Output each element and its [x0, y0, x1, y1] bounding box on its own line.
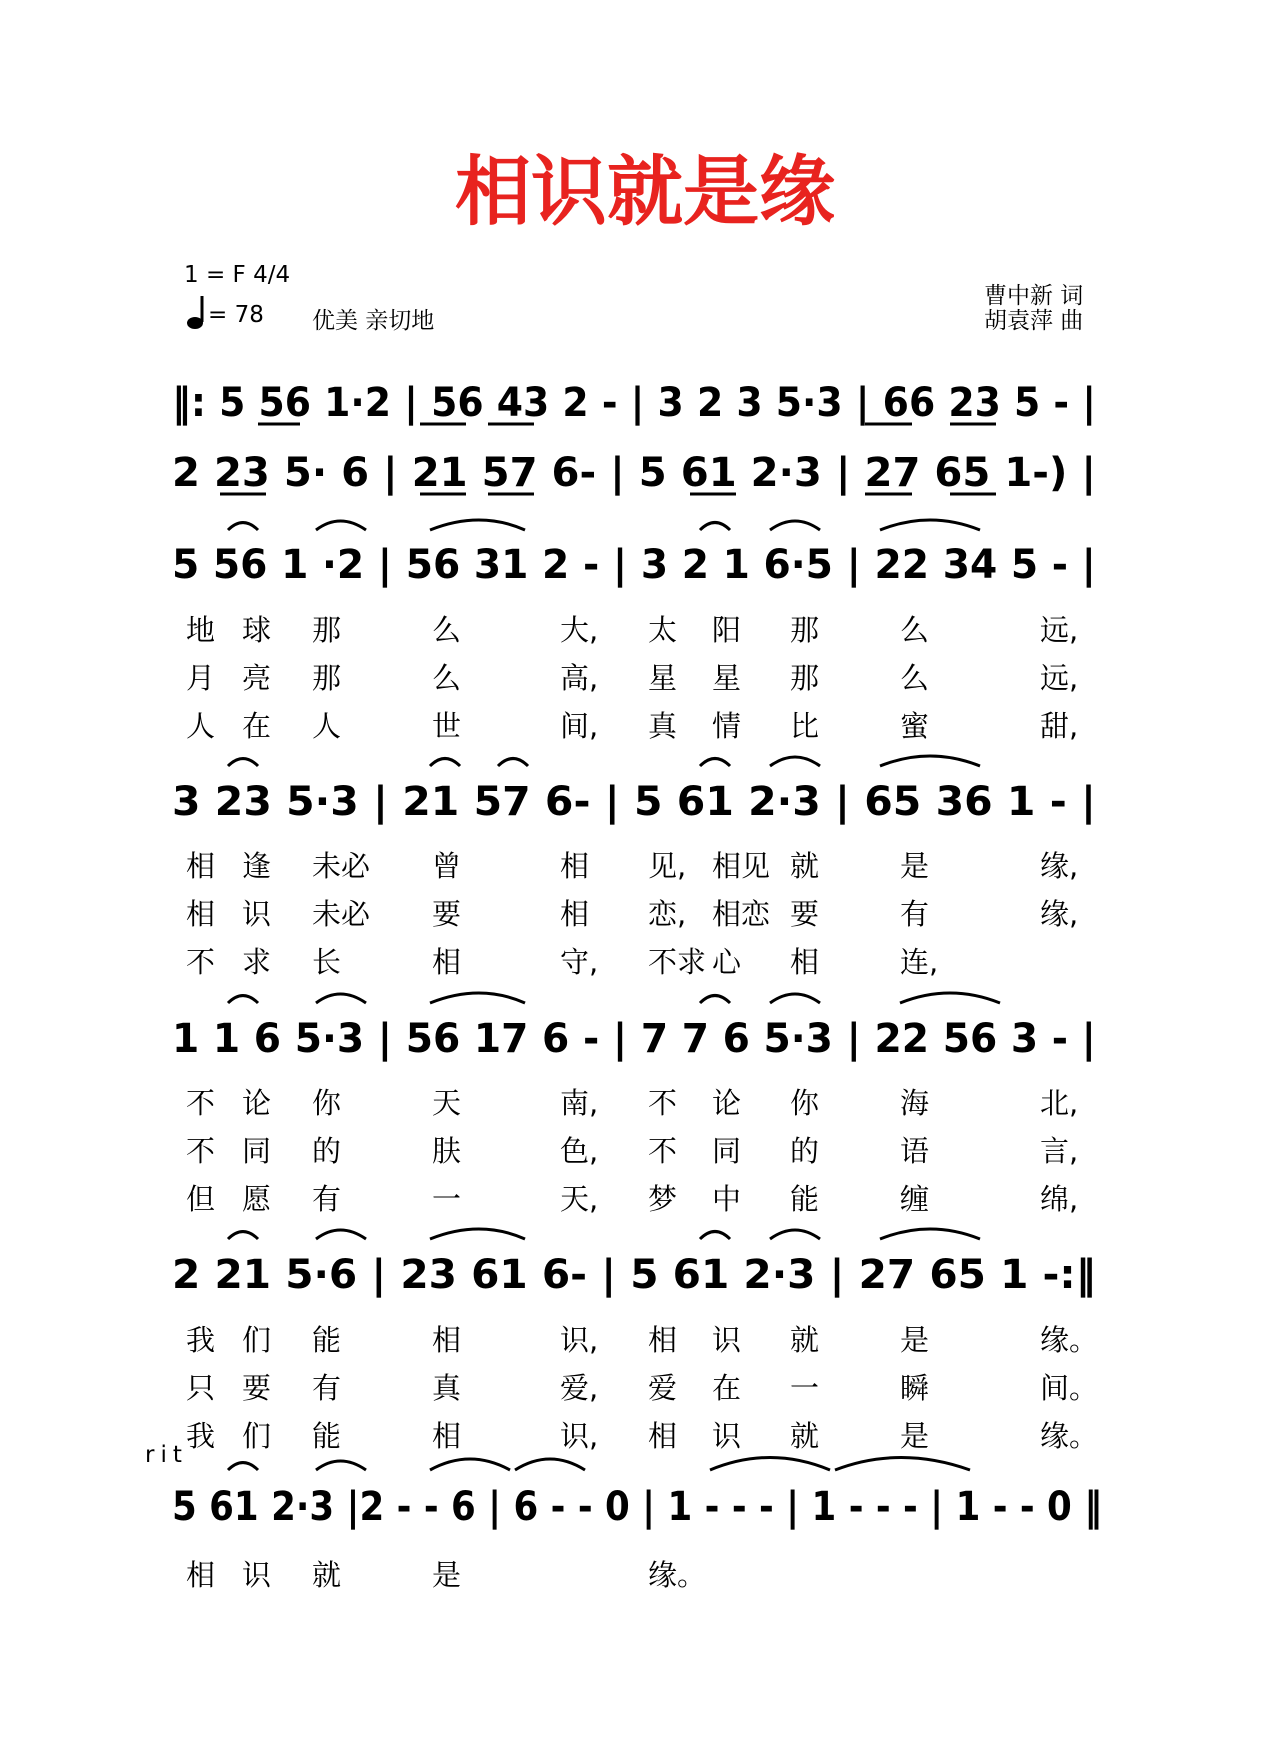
lyric-syllable: 识: [712, 1323, 742, 1357]
lyric-syllable: 梦: [648, 1182, 678, 1216]
lyric-syllable: 在: [712, 1371, 742, 1405]
lyric-syllable: 相: [648, 1323, 678, 1357]
lyric-syllable: 你: [312, 1086, 342, 1120]
lyric-syllable: 能: [312, 1323, 342, 1357]
lyric-syllable: 相: [560, 897, 590, 931]
section-2-notes: 3 23 5·3 | 21 57 6- | 5 61 2·3 | 65 36 1 - |: [172, 779, 1074, 825]
lyric-syllable: 在: [242, 709, 272, 743]
lyric-syllable: 是: [432, 1558, 462, 1592]
lyric-syllable: 不求: [648, 945, 707, 979]
lyric-syllable: 心: [712, 945, 742, 979]
lyric-syllable: 瞬: [900, 1371, 930, 1405]
lyric-syllable: 相: [186, 1558, 216, 1592]
lyric-syllable: 言,: [1040, 1134, 1079, 1168]
lyric-syllable: 论: [242, 1086, 272, 1120]
lyric-syllable: 肤: [432, 1134, 462, 1168]
lyric-syllable: 们: [242, 1419, 272, 1453]
lyric-syllable: 识: [242, 897, 272, 931]
lyric-syllable: 相见: [712, 849, 771, 883]
expression-mark: 优美 亲切地: [312, 308, 435, 334]
lyric-syllable: 缠: [900, 1182, 930, 1216]
lyric-syllable: 缘。: [1040, 1323, 1099, 1357]
lyric-syllable: 相: [790, 945, 820, 979]
lyric-syllable: 一: [432, 1182, 462, 1216]
lyric-syllable: 要: [790, 897, 820, 931]
lyric-syllable: 相: [560, 849, 590, 883]
lyric-syllable: 间。: [1040, 1371, 1099, 1405]
lyric-syllable: 中: [712, 1182, 742, 1216]
lyric-syllable: 曾: [432, 849, 462, 883]
song-title: 相识就是缘: [455, 147, 835, 236]
lyricist-credit: 曹中新 词: [984, 283, 1084, 309]
lyric-syllable: 一: [790, 1371, 820, 1405]
lyric-syllable: 能: [312, 1419, 342, 1453]
lyric-syllable: 不: [648, 1134, 678, 1168]
rit-mark: rit: [145, 1442, 188, 1468]
lyric-syllable: 么: [432, 661, 462, 695]
lyric-syllable: 只: [186, 1371, 216, 1405]
lyric-syllable: 是: [900, 849, 930, 883]
lyric-syllable: 天,: [560, 1182, 599, 1216]
lyric-syllable: 你: [790, 1086, 820, 1120]
lyric-syllable: 间,: [560, 709, 599, 743]
composer-credit: 胡袁萍 曲: [984, 308, 1084, 334]
lyric-syllable: 那: [790, 661, 820, 695]
lyric-syllable: 海: [900, 1086, 930, 1120]
lyric-syllable: 人: [186, 709, 216, 743]
lyric-syllable: 不: [648, 1086, 678, 1120]
section-4-notes: 2 21 5·6 | 23 61 6- | 5 61 2·3 | 27 65 1 -:‖: [172, 1252, 1081, 1298]
lyric-syllable: 爱,: [560, 1371, 599, 1405]
lyric-syllable: 识: [242, 1558, 272, 1592]
lyric-syllable: 未必: [312, 897, 371, 931]
lyric-syllable: 有: [900, 897, 930, 931]
lyric-syllable: 不: [186, 1134, 216, 1168]
lyric-syllable: 就: [790, 1323, 820, 1357]
tempo-mark: = 78: [208, 302, 264, 328]
lyric-syllable: 太: [648, 613, 678, 647]
lyric-syllable: 那: [312, 613, 342, 647]
lyric-syllable: 同: [712, 1134, 742, 1168]
lyric-syllable: 就: [312, 1558, 342, 1592]
intro-line-2: 2 23 5· 6 | 21 57 6- | 5 61 2·3 | 27 65 1-) |: [172, 450, 1092, 496]
lyric-syllable: 相恋: [712, 897, 771, 931]
lyric-syllable: 长: [312, 945, 342, 979]
lyric-syllable: 色,: [560, 1134, 599, 1168]
quarter-note-icon: [187, 296, 203, 329]
lyric-syllable: 识: [712, 1419, 742, 1453]
lyric-syllable: 南,: [560, 1086, 599, 1120]
lyric-syllable: 相: [432, 1323, 462, 1357]
lyric-syllable: 相: [186, 897, 216, 931]
lyric-syllable: 天: [432, 1086, 462, 1120]
lyric-syllable: 就: [790, 849, 820, 883]
lyric-syllable: 相: [432, 1419, 462, 1453]
lyric-syllable: 么: [900, 613, 930, 647]
lyric-syllable: 们: [242, 1323, 272, 1357]
lyric-syllable: 亮: [242, 661, 272, 695]
lyric-syllable: 真: [432, 1371, 462, 1405]
lyric-syllable: 但: [186, 1182, 216, 1216]
lyric-syllable: 球: [242, 613, 272, 647]
lyric-syllable: 星: [712, 661, 742, 695]
lyric-syllable: 高,: [560, 661, 599, 695]
lyric-syllable: 论: [712, 1086, 742, 1120]
key-meter: 1 = F 4/4: [184, 262, 291, 288]
lyric-syllable: 我: [186, 1419, 216, 1453]
lyric-syllable: 我: [186, 1323, 216, 1357]
lyric-syllable: 相: [648, 1419, 678, 1453]
lyric-syllable: 人: [312, 709, 342, 743]
lyric-syllable: 语: [900, 1134, 930, 1168]
lyric-syllable: 见,: [648, 849, 687, 883]
lyric-syllable: 远,: [1040, 613, 1079, 647]
lyric-syllable: 真: [648, 709, 678, 743]
lyric-syllable: 地: [186, 613, 216, 647]
lyric-syllable: 缘。: [1040, 1419, 1099, 1453]
lyric-syllable: 远,: [1040, 661, 1079, 695]
lyric-syllable: 识,: [560, 1323, 599, 1357]
lyric-syllable: 蜜: [900, 709, 930, 743]
lyric-syllable: 比: [790, 709, 820, 743]
lyric-syllable: 能: [790, 1182, 820, 1216]
lyric-syllable: 不: [186, 1086, 216, 1120]
lyric-syllable: 那: [790, 613, 820, 647]
lyric-syllable: 相: [432, 945, 462, 979]
lyric-syllable: 阳: [712, 613, 742, 647]
lyric-syllable: 么: [900, 661, 930, 695]
lyric-syllable: 缘,: [1040, 897, 1079, 931]
lyric-syllable: 月: [186, 661, 216, 695]
lyric-syllable: 爱: [648, 1371, 678, 1405]
section-5-notes: 5 61 2·3 |2 - - 6 | 6 - - 0 | 1 - - - | 1 - - - | 1 - - 0 ‖: [172, 1484, 1218, 1530]
lyric-syllable: 守,: [560, 945, 599, 979]
lyric-syllable: 不: [186, 945, 216, 979]
lyric-syllable: 逢: [242, 849, 272, 883]
lyric-syllable: 连,: [900, 945, 939, 979]
lyric-syllable: 有: [312, 1371, 342, 1405]
lyric-syllable: 缘,: [1040, 849, 1079, 883]
lyric-syllable: 大,: [560, 613, 599, 647]
lyric-syllable: 么: [432, 613, 462, 647]
section-1-notes: 5 56 1 ·2 | 56 31 2 - | 3 2 1 6·5 | 22 34 5 - |: [172, 542, 1116, 588]
lyric-syllable: 情: [712, 709, 742, 743]
lyric-syllable: 缘。: [648, 1558, 707, 1592]
lyric-syllable: 北,: [1040, 1086, 1079, 1120]
lyric-syllable: 是: [900, 1323, 930, 1357]
lyric-syllable: 就: [790, 1419, 820, 1453]
lyric-syllable: 绵,: [1040, 1182, 1079, 1216]
section-3-notes: 1 1 6 5·3 | 56 17 6 - | 7 7 6 5·3 | 22 56 3 - |: [172, 1016, 1116, 1062]
lyric-syllable: 未必: [312, 849, 371, 883]
intro-line-1: ‖: 5 56 1·2 | 56 43 2 - | 3 2 3 5·3 | 66 23 5 - |: [172, 380, 1152, 426]
lyric-syllable: 愿: [242, 1182, 272, 1216]
lyric-syllable: 恋,: [648, 897, 687, 931]
lyric-syllable: 的: [312, 1134, 342, 1168]
lyric-syllable: 识,: [560, 1419, 599, 1453]
lyric-syllable: 是: [900, 1419, 930, 1453]
lyric-syllable: 星: [648, 661, 678, 695]
lyric-syllable: 那: [312, 661, 342, 695]
lyric-syllable: 世: [432, 709, 462, 743]
lyric-syllable: 求: [242, 945, 272, 979]
lyric-syllable: 要: [432, 897, 462, 931]
lyric-syllable: 有: [312, 1182, 342, 1216]
lyric-syllable: 同: [242, 1134, 272, 1168]
lyric-syllable: 要: [242, 1371, 272, 1405]
lyric-syllable: 甜,: [1040, 709, 1079, 743]
lyric-syllable: 相: [186, 849, 216, 883]
lyric-syllable: 的: [790, 1134, 820, 1168]
